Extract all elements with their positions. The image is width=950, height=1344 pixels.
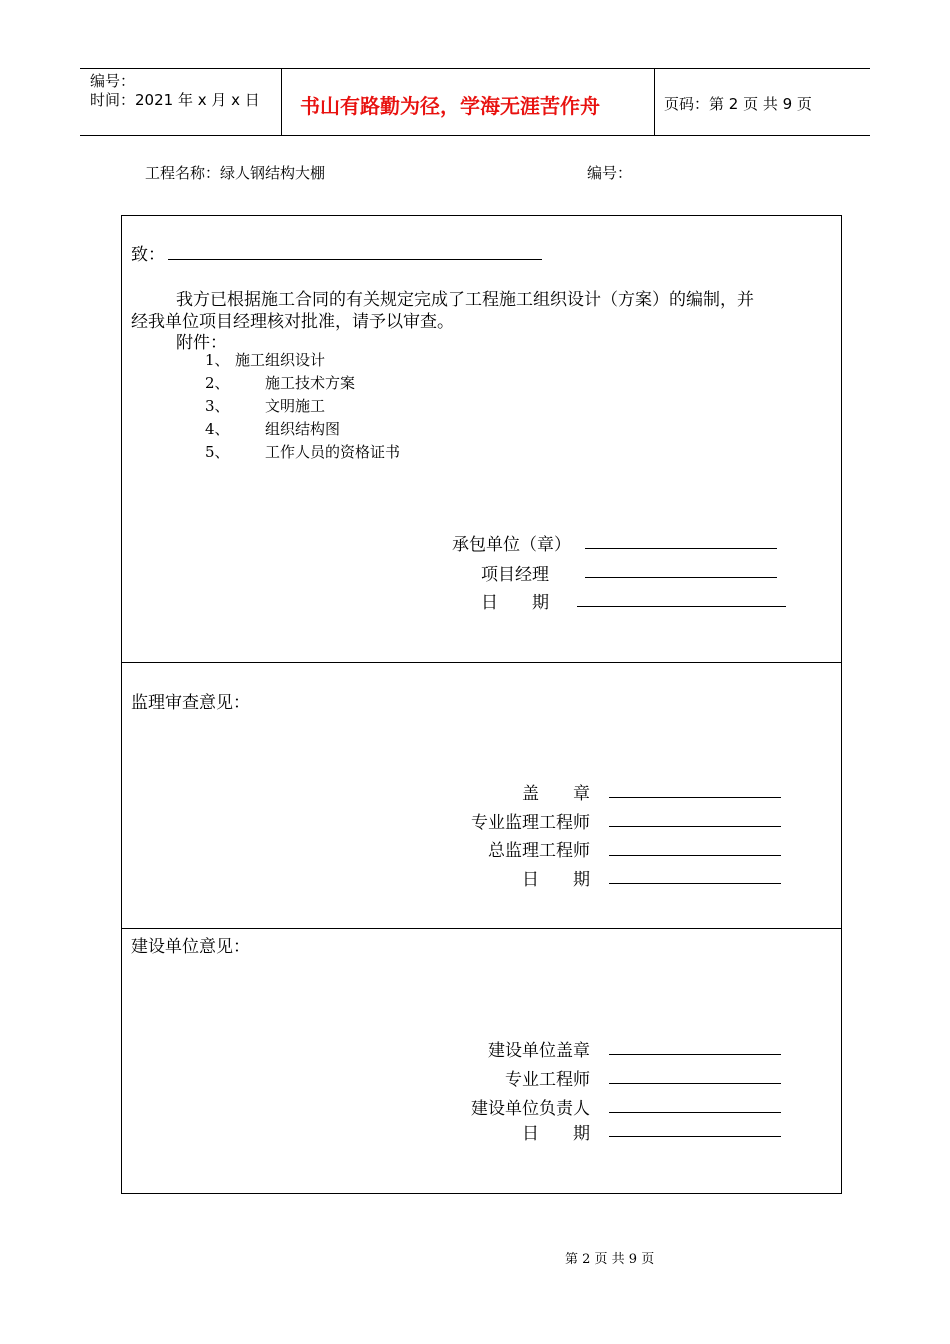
attachment-item: 文明施工 <box>265 397 326 415</box>
specialist-engineer-label: 专业监理工程师 <box>471 813 590 833</box>
header-top-rule <box>80 68 870 69</box>
owner-engineer-label: 专业工程师 <box>505 1070 590 1090</box>
body-line-1: 我方已根据施工合同的有关规定完成了工程施工组织设计（方案）的编制，并 <box>176 290 754 310</box>
date-field[interactable] <box>577 606 786 607</box>
header-page-number: 页码：第 2 页 共 9 页 <box>664 95 812 113</box>
contractor-seal-label: 承包单位（章） <box>452 535 571 555</box>
specialist-engineer-field[interactable] <box>609 826 781 827</box>
to-field[interactable] <box>168 259 542 260</box>
chief-engineer-field[interactable] <box>609 855 781 856</box>
attachment-num: 2、 <box>205 374 230 392</box>
owner-seal-field[interactable] <box>609 1054 781 1055</box>
owner-engineer-field[interactable] <box>609 1083 781 1084</box>
supervision-date-label: 日 期 <box>522 870 590 890</box>
header-divider-2 <box>654 68 655 136</box>
attachment-item: 工作人员的资格证书 <box>265 443 401 461</box>
section-divider-1 <box>121 662 842 663</box>
owner-leader-field[interactable] <box>609 1112 781 1113</box>
attachment-num: 3、 <box>205 397 230 415</box>
attachments-label: 附件： <box>176 333 227 353</box>
project-manager-field[interactable] <box>585 577 777 578</box>
project-name: 工程名称：绿人钢结构大棚 <box>145 164 326 182</box>
owner-date-field[interactable] <box>609 1136 781 1137</box>
attachment-num: 4、 <box>205 420 230 438</box>
owner-date-label: 日 期 <box>522 1124 590 1144</box>
header-bottom-rule <box>80 135 870 136</box>
header-motto: 书山有路勤为径，学海无涯苦作舟 <box>300 94 600 118</box>
to-label: 致： <box>131 245 165 265</box>
supervision-title: 监理审查意见： <box>131 693 250 713</box>
owner-title: 建设单位意见： <box>131 937 250 957</box>
attachment-item: 施工技术方案 <box>265 374 356 392</box>
header-divider-1 <box>281 68 282 136</box>
owner-leader-label: 建设单位负责人 <box>471 1099 590 1119</box>
section-divider-2 <box>121 928 842 929</box>
date-label: 日 期 <box>481 593 549 613</box>
owner-seal-label: 建设单位盖章 <box>488 1041 590 1061</box>
body-line-2: 经我单位项目经理核对批准，请予以审查。 <box>131 312 454 332</box>
attachment-num: 1、 <box>205 351 230 369</box>
seal-field[interactable] <box>609 797 781 798</box>
attachment-item: 施工组织设计 <box>235 351 326 369</box>
seal-label: 盖 章 <box>522 784 590 804</box>
header-time: 时间：2021 年 x 月 x 日 <box>90 91 260 109</box>
contractor-seal-field[interactable] <box>585 548 777 549</box>
supervision-date-field[interactable] <box>609 883 781 884</box>
chief-engineer-label: 总监理工程师 <box>488 841 590 861</box>
project-number: 编号： <box>587 164 633 182</box>
attachment-item: 组织结构图 <box>265 420 341 438</box>
header-serial: 编号： <box>90 72 136 90</box>
footer-page-number: 第 2 页 共 9 页 <box>565 1252 655 1267</box>
project-manager-label: 项目经理 <box>481 565 549 585</box>
attachment-num: 5、 <box>205 443 230 461</box>
